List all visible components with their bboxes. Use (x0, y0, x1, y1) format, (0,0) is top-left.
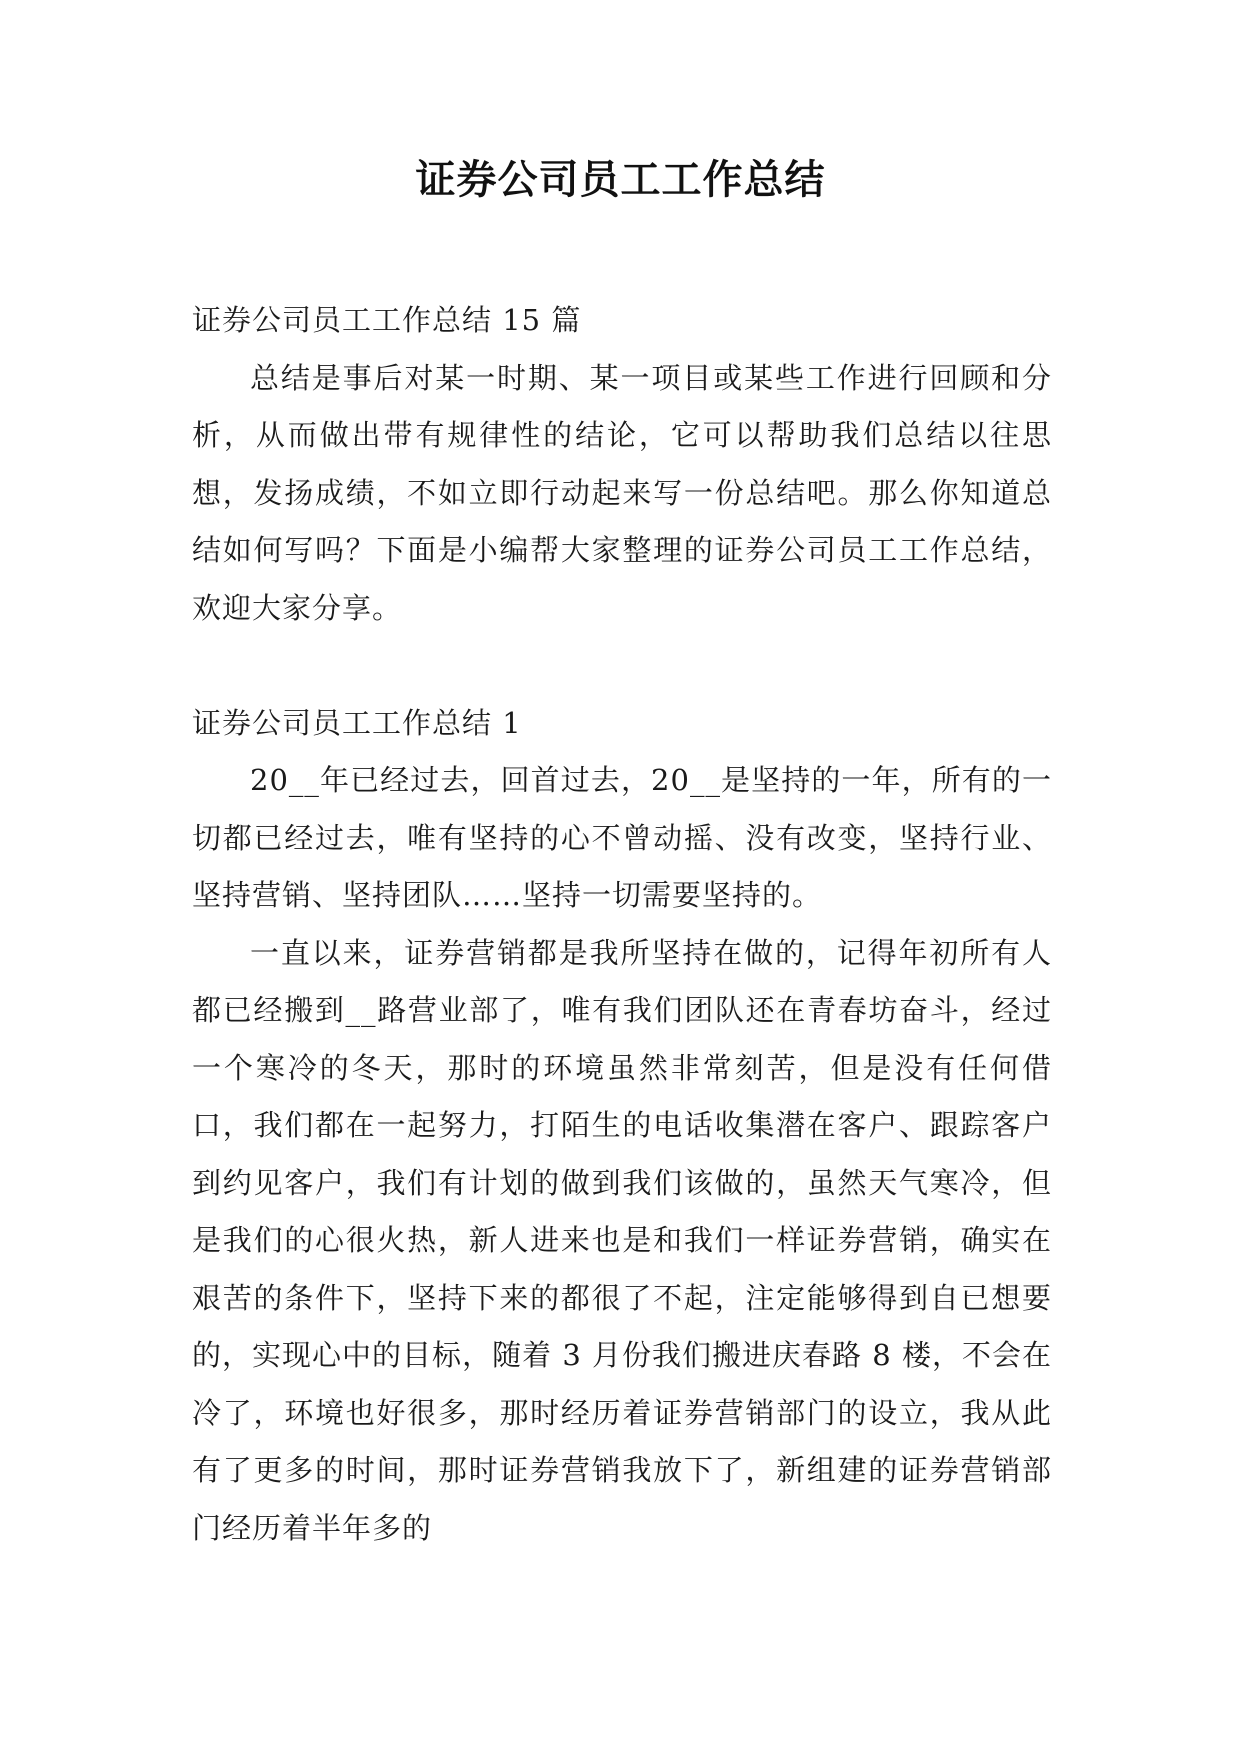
document-body (192, 292, 1052, 1557)
document-title: 证券公司员工工作总结 (415, 157, 826, 203)
document-subtitle: 证券公司员工工作总结 15 篇 (192, 303, 582, 337)
body-paragraph: 20__年已经过去，回首过去，20__是坚持的一年，所有的一切都已经过去，唯有坚持的心不曾动摇、没有改变，坚持行业、坚持营销、坚持团队……坚持一切需要坚持的。 (192, 763, 1052, 912)
intro-paragraph: 总结是事后对某一时期、某一项目或某些工作进行回顾和分析，从而做出带有规律性的结论，它可以帮助我们总结以往思想，发扬成绩，不如立即行动起来写一份总结吧。那么你知道总结如何写吗？下面是小编帮大家整理的证券公司员工工作总结，欢迎大家分享。 (192, 360, 1052, 625)
section-heading: 证券公司员工工作总结 1 (192, 705, 522, 740)
body-paragraph: 一直以来，证券营销都是我所坚持在做的，记得年初所有人都已经搬到__路营业部了，唯有我们团队还在青春坊奋斗，经过一个寒冷的冬天，那时的环境虽然非常刻苦，但是没有任何借口，我们都在一起努力，打陌生的电话收集潜在客户、跟踪客户到约见客户，我们有计划的做到我们该做的，虽然天气寒冷，但是我们的心很火热，新人进来也是和我们一样证券营销，确实在艰苦的条件下，坚持下来的都很了不起，注定能够得到自已想要的，实现心中的目标，随着 3 月份我们搬进庆春路 8 楼，不会在冷了，环境也好很多，那时经历着证券营销部门的设立，我从此有了更多的时间，那时证券营销我放下了，新组建的证券营销部门经历着半年多的 (192, 935, 1052, 1545)
section-spacer (192, 637, 1052, 695)
